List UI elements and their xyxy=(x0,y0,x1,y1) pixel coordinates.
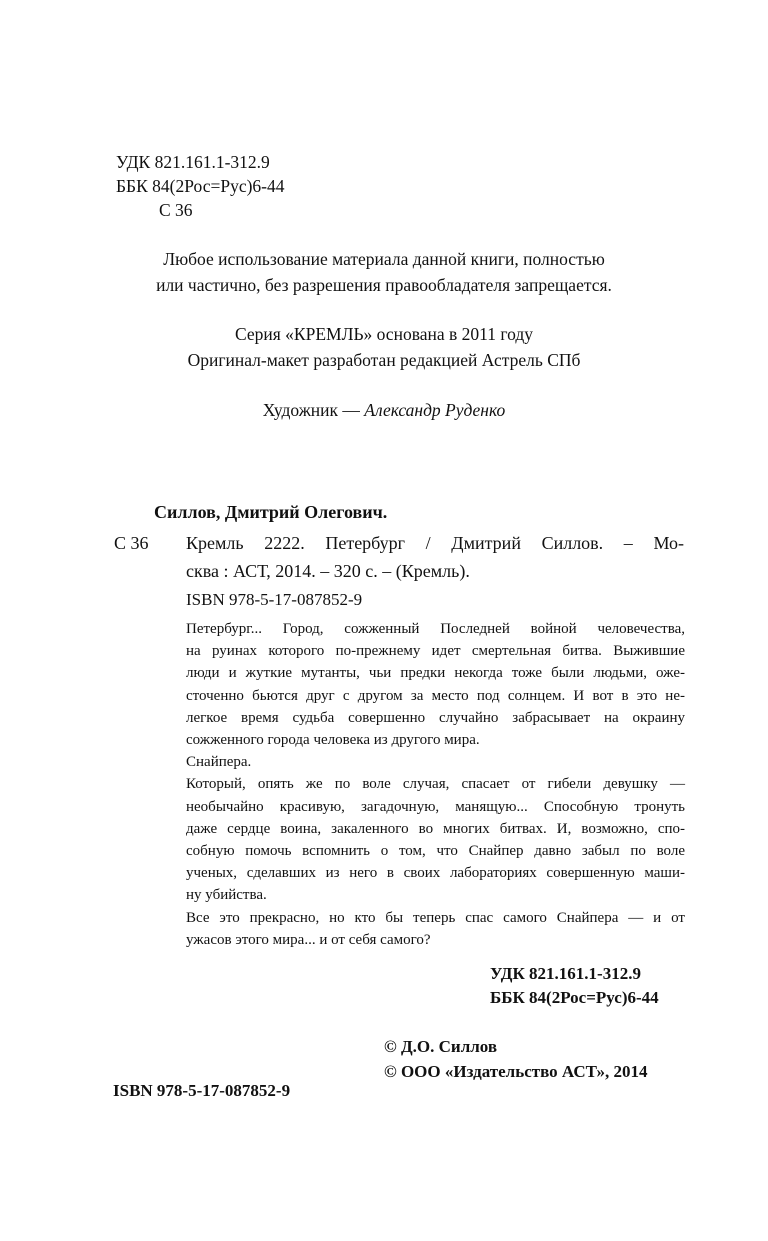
annotation-line: ну убийства. xyxy=(186,887,267,904)
classification-codes xyxy=(116,150,285,222)
annotation-line: люди и жуткие мутанты, чьи предки некогда тоже были людьми, оже- xyxy=(186,665,685,682)
catalog-author: Силлов, Дмитрий Олегович. xyxy=(154,502,388,522)
notice-line-2: или частично, без разрешения правообладателя запрещается. xyxy=(156,275,612,295)
annotation-line: сожженного города человека из другого мира. xyxy=(186,732,480,749)
annotation-line: сточенно бьются друг с другом за место под солнцем. И вот в это не- xyxy=(186,687,685,704)
annotation-line: ученых, сделавших из него в своих лабораториях совершенную маши- xyxy=(186,865,685,882)
annotation-line: на руинах которого по-прежнему идет смертельная битва. Выжившие xyxy=(186,643,685,660)
catalog-title-line-1: Кремль 2222. Петербург / Дмитрий Силлов. – Мо- xyxy=(186,533,684,553)
catalog-code: С 36 xyxy=(114,533,149,553)
series-line-1: Серия «КРЕМЛЬ» основана в 2011 году xyxy=(234,324,534,344)
catalog-isbn: ISBN 978-5-17-087852-9 xyxy=(186,590,363,609)
annotation-paragraph-1 xyxy=(186,618,685,751)
bbk-code: ББК 84(2Рос=Рус)6-44 xyxy=(116,176,285,196)
annotation-paragraph-4 xyxy=(186,907,685,951)
annotation-line: Петербург... Город, сожженный Последней войной человечества, xyxy=(186,621,685,637)
annotation-line: легкое время судьба совершенно случайно забрасывает на окраину xyxy=(186,709,685,726)
artist-label: Художник — xyxy=(262,400,365,420)
catalog-title-line-2: сква : АСТ, 2014. – 320 с. – (Кремль). xyxy=(186,561,470,581)
isbn-bold: ISBN 978-5-17-087852-9 xyxy=(113,1081,291,1100)
annotation-paragraph-2 xyxy=(186,751,685,773)
annotation-line: Снайпера. xyxy=(186,754,252,771)
annotation-line: Все это прекрасно, но кто бы теперь спас самого Снайпера — и от xyxy=(186,909,685,926)
series-line-2: Оригинал-макет разработан редакцией Астрель СПб xyxy=(187,350,581,370)
author-mark: С 36 xyxy=(159,200,193,220)
copyright-publisher: © ООО «Издательство АСТ», 2014 xyxy=(384,1062,648,1081)
notice-line-1: Любое использование материала данной книги, полностью xyxy=(163,249,605,269)
annotation-line: даже сердце воина, закаленного во многих битвах. И, возможно, спо- xyxy=(186,820,685,837)
annotation xyxy=(186,618,685,951)
series-info xyxy=(0,321,768,373)
usage-notice xyxy=(0,246,768,298)
copyright-notices xyxy=(384,1034,648,1084)
udk-code-bold: УДК 821.161.1-312.9 xyxy=(490,964,641,983)
bbk-code-bold: ББК 84(2Рос=Рус)6-44 xyxy=(490,988,659,1007)
annotation-line: необычайно красивую, загадочную, манящую... Способную тронуть xyxy=(186,798,685,815)
udk-code: УДК 821.161.1-312.9 xyxy=(116,152,270,172)
annotation-line: Который, опять же по воле случая, спасает от гибели девушку — xyxy=(186,776,685,793)
annotation-paragraph-3 xyxy=(186,773,685,906)
annotation-line: ужасов этого мира... и от себя самого? xyxy=(186,931,431,948)
artist-name: Александр Руденко xyxy=(364,400,506,420)
classification-codes-bold xyxy=(490,962,659,1010)
annotation-line: собную помочь вспомнить о том, что Снайпер давно забыл по воле xyxy=(186,843,685,860)
artist-credit xyxy=(0,397,768,423)
copyright-author: © Д.О. Силлов xyxy=(384,1037,498,1056)
